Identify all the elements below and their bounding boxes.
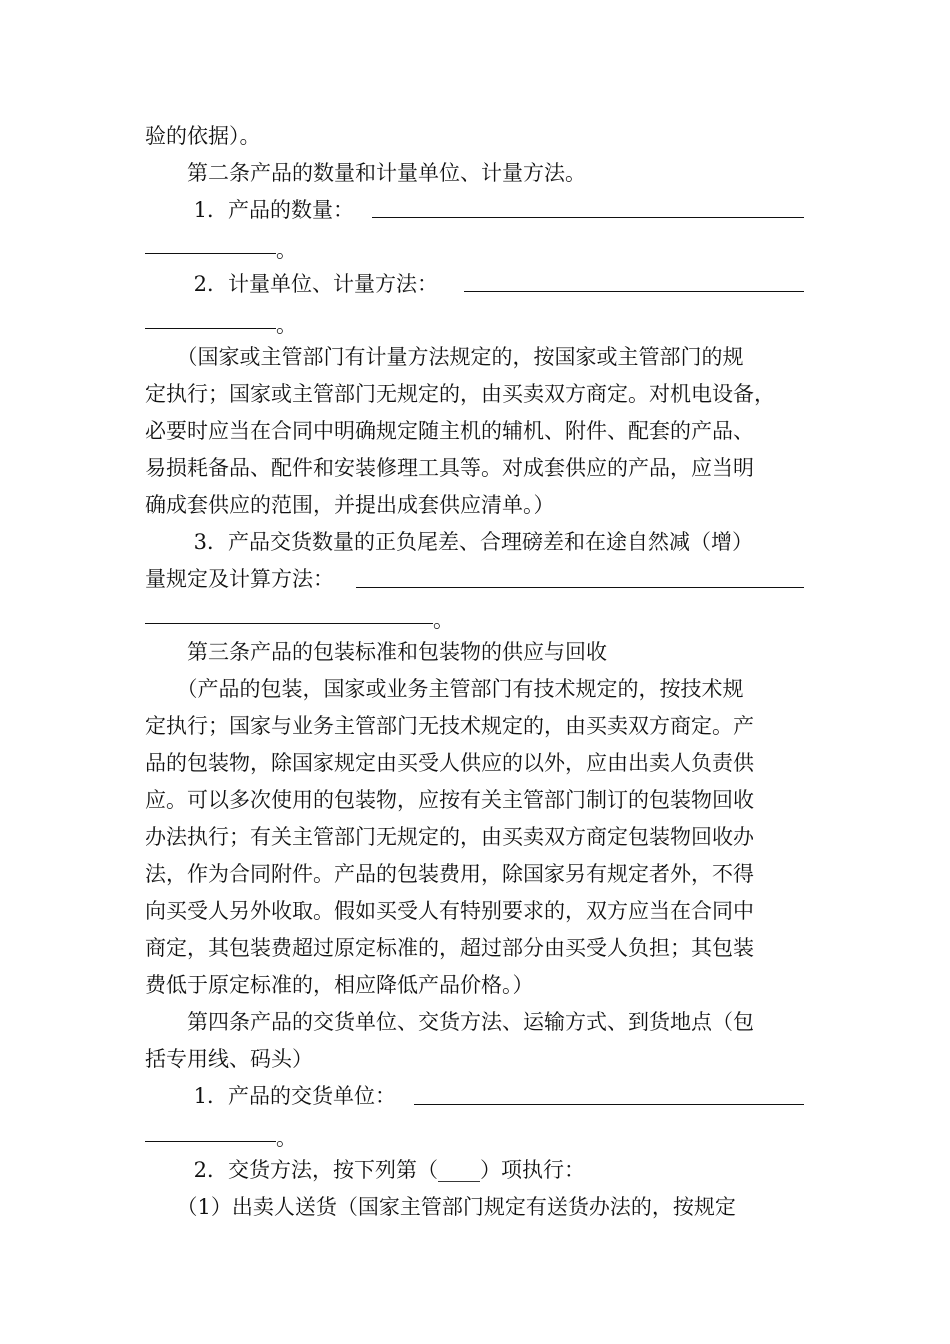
text-line: 商定，其包装费超过原定标准的，超过部分由买受人负担；其包装 [145, 936, 754, 960]
text-line: 1．产品的数量： [145, 198, 355, 222]
article-4-heading: 第四条产品的交货单位、交货方法、运输方式、到货地点（包 [145, 1010, 754, 1034]
article-2-heading: 第二条产品的数量和计量单位、计量方法。 [145, 161, 586, 185]
text-line: 。 [433, 608, 454, 632]
text-line: 法，作为合同附件。产品的包装费用，除国家另有规定者外，不得 [145, 862, 754, 886]
text-line: 办法执行；有关主管部门无规定的，由买卖双方商定包装物回收办 [145, 825, 754, 849]
text-line: 定执行；国家或主管部门无规定的，由买卖双方商定。对机电设备， [145, 382, 775, 406]
text-line: 品的包装物，除国家规定由买受人供应的以外，应由出卖人负责供 [145, 751, 754, 775]
text-line: 定执行；国家与业务主管部门无技术规定的，由买卖双方商定。产 [145, 714, 754, 738]
text-line: 括专用线、码头） [145, 1047, 313, 1071]
text-line: 确成套供应的范围，并提出成套供应清单。） [145, 493, 555, 517]
fill-in-blank[interactable] [145, 1141, 276, 1142]
fill-in-blank[interactable] [414, 1104, 804, 1105]
fill-in-blank[interactable] [356, 587, 804, 588]
text-line: 2．交货方法，按下列第（____）项执行： [145, 1158, 586, 1182]
text-line: （国家或主管部门有计量方法规定的，按国家或主管部门的规 [145, 345, 744, 369]
text-line: 必要时应当在合同中明确规定随主机的辅机、附件、配套的产品、 [145, 419, 754, 443]
text-line: 1．产品的交货单位： [145, 1084, 397, 1108]
text-line: 2．计量单位、计量方法： [145, 272, 439, 296]
fill-in-blank[interactable] [145, 253, 276, 254]
text-line: （1）出卖人送货（国家主管部门规定有送货办法的，按规定 [145, 1195, 736, 1219]
fill-in-blank[interactable] [372, 217, 804, 218]
fill-in-blank[interactable] [464, 291, 804, 292]
text-line: 。 [276, 238, 297, 262]
text-line: 易损耗备品、配件和安装修理工具等。对成套供应的产品，应当明 [145, 456, 754, 480]
text-line: 3．产品交货数量的正负尾差、合理磅差和在途自然减（增） [145, 530, 754, 554]
text-line: 。 [276, 1126, 297, 1150]
fill-in-blank[interactable] [145, 623, 433, 624]
text-line: 费低于原定标准的，相应降低产品价格。） [145, 973, 534, 997]
article-3-heading: 第三条产品的包装标准和包装物的供应与回收 [145, 640, 607, 664]
text-line: 应。可以多次使用的包装物，应按有关主管部门制订的包装物回收 [145, 788, 754, 812]
fill-in-blank[interactable] [145, 328, 276, 329]
text-line: 向买受人另外收取。假如买受人有特别要求的，双方应当在合同中 [145, 899, 754, 923]
text-line: 量规定及计算方法： [145, 567, 334, 591]
text-line: 。 [276, 313, 297, 337]
text-line: （产品的包装，国家或业务主管部门有技术规定的，按技术规 [145, 677, 744, 701]
text-line: 验的依据）。 [145, 124, 261, 148]
